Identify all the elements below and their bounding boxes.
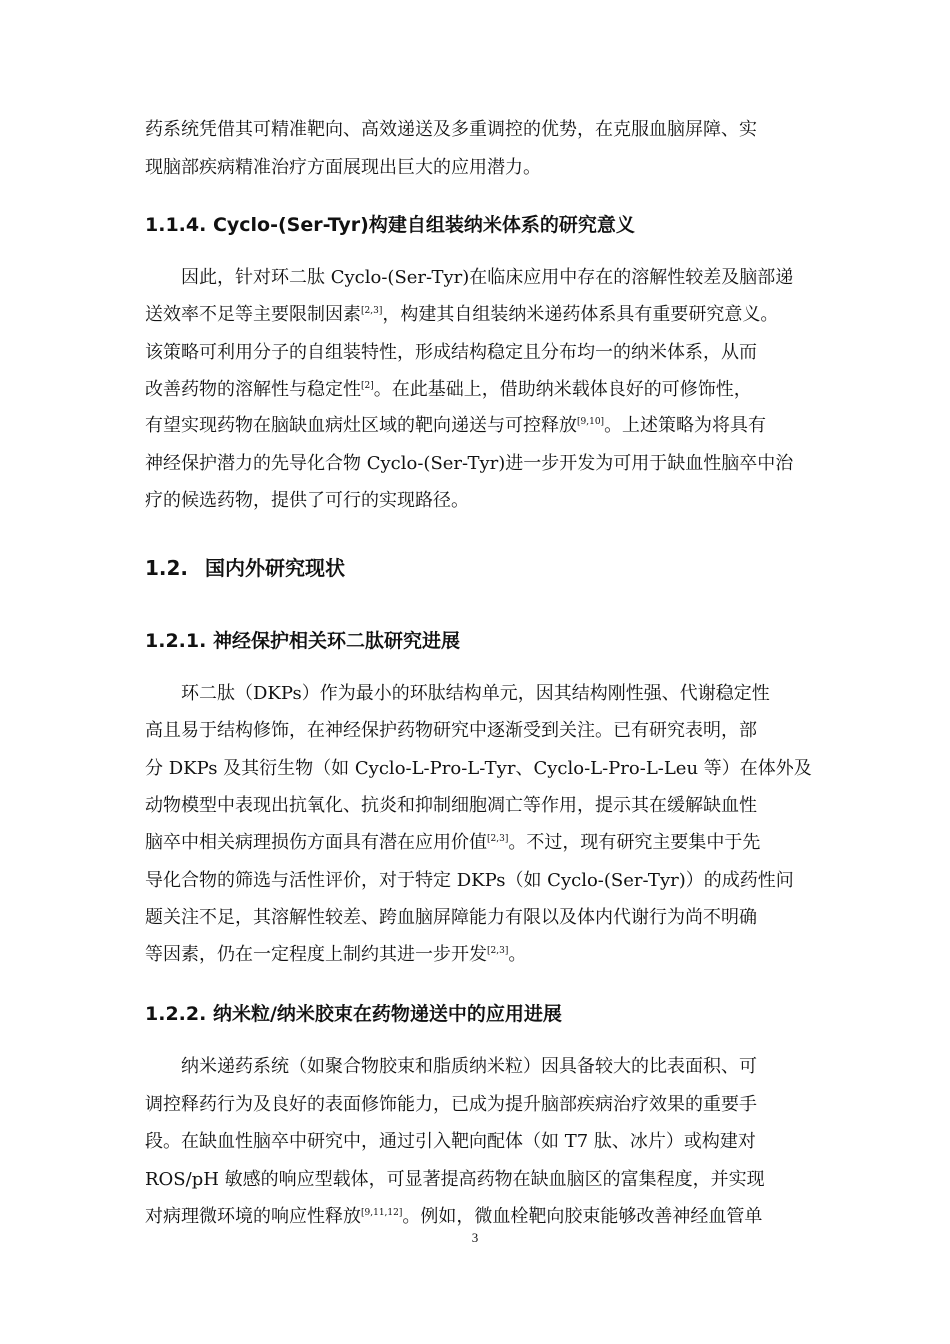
paragraph-line: 动物模型中表现出抗氧化、抗炎和抑制细胞凋亡等作用，提示其在缓解缺血性 — [145, 795, 757, 816]
paragraph-line: ROS/pH 敏感的响应型载体，可显著提高药物在缺血脑区的富集程度，并实现 — [145, 1169, 765, 1190]
paragraph-line: 分 DKPs 及其衍生物（如 Cyclo-L-Pro-L-Tyr、Cyclo-L-Pro-L-Leu 等）在体外及 — [145, 758, 812, 779]
paragraph-line: 因此，针对环二肽 Cyclo-(Ser-Tyr)在临床应用中存在的溶解性较差及脑部递 — [181, 267, 794, 288]
section-heading-1-2 — [145, 552, 345, 581]
paragraph-line: 送效率不足等主要限制因素[2,3]，构建其自组装纳米递药体系具有重要研究意义。 — [145, 304, 779, 325]
paragraph-line: 现脑部疾病精准治疗方面展现出巨大的应用潜力。 — [145, 157, 541, 178]
section-number: 1.2. — [145, 556, 189, 580]
citation: [2,3] — [487, 834, 509, 844]
citation: [9,10] — [577, 417, 605, 427]
paragraph-line: 调控释药行为及良好的表面修饰能力，已成为提升脑部疾病治疗效果的重要手 — [145, 1094, 757, 1115]
paragraph-line: 药系统凭借其可精准靶向、高效递送及多重调控的优势，在克服血脑屏障、实 — [145, 119, 757, 140]
paragraph-line: 该策略可利用分子的自组装特性，形成结构稳定且分布均一的纳米体系，从而 — [145, 342, 757, 363]
paragraph-line: 环二肽（DKPs）作为最小的环肽结构单元，因其结构刚性强、代谢稳定性 — [181, 683, 770, 704]
paragraph-line: 对病理微环境的响应性释放[9,11,12]。例如，微血栓靶向胶束能够改善神经血管单 — [145, 1206, 763, 1227]
paragraph-line: 神经保护潜力的先导化合物 Cyclo-(Ser-Tyr)进一步开发为可用于缺血性脑卒中治 — [145, 453, 794, 474]
paragraph-line: 题关注不足，其溶解性较差、跨血脑屏障能力有限以及体内代谢行为尚不明确 — [145, 907, 757, 928]
section-title: 纳米粒/纳米胶束在药物递送中的应用进展 — [212, 1003, 562, 1025]
section-heading-1-1-4 — [145, 210, 635, 237]
citation: [9,11,12] — [361, 1208, 403, 1218]
citation: [2,3] — [361, 306, 383, 316]
section-number: 1.2.2. — [145, 1003, 207, 1025]
citation: [2] — [361, 381, 374, 391]
paragraph-line: 导化合物的筛选与活性评价，对于特定 DKPs（如 Cyclo-(Ser-Tyr)）的成药性问 — [145, 870, 794, 891]
paragraph-line: 疗的候选药物，提供了可行的实现路径。 — [145, 490, 469, 511]
section-title: 神经保护相关环二肽研究进展 — [212, 630, 460, 652]
paragraph-line: 脑卒中相关病理损伤方面具有潜在应用价值[2,3]。不过，现有研究主要集中于先 — [145, 832, 761, 853]
page-number: 3 — [471, 1230, 479, 1245]
paragraph-line: 等因素，仍在一定程度上制约其进一步开发[2,3]。 — [145, 944, 527, 965]
section-number: 1.2.1. — [145, 630, 207, 652]
section-title: Cyclo-(Ser-Tyr)构建自组装纳米体系的研究意义 — [212, 214, 635, 236]
paragraph-line: 高且易于结构修饰，在神经保护药物研究中逐渐受到关注。已有研究表明，部 — [145, 720, 757, 741]
citation: [2,3] — [487, 946, 509, 956]
section-heading-1-2-2 — [145, 999, 562, 1026]
section-heading-1-2-1 — [145, 626, 460, 653]
section-title: 国内外研究现状 — [205, 556, 345, 580]
section-number: 1.1.4. — [145, 214, 207, 236]
paragraph-line: 改善药物的溶解性与稳定性[2]。在此基础上，借助纳米载体良好的可修饰性， — [145, 379, 752, 400]
paragraph-line: 有望实现药物在脑缺血病灶区域的靶向递送与可控释放[9,10]。上述策略为将具有 — [145, 415, 767, 436]
paragraph-line: 段。在缺血性脑卒中研究中，通过引入靶向配体（如 T7 肽、冰片）或构建对 — [145, 1131, 756, 1152]
paragraph-line: 纳米递药系统（如聚合物胶束和脂质纳米粒）因具备较大的比表面积、可 — [181, 1056, 757, 1077]
